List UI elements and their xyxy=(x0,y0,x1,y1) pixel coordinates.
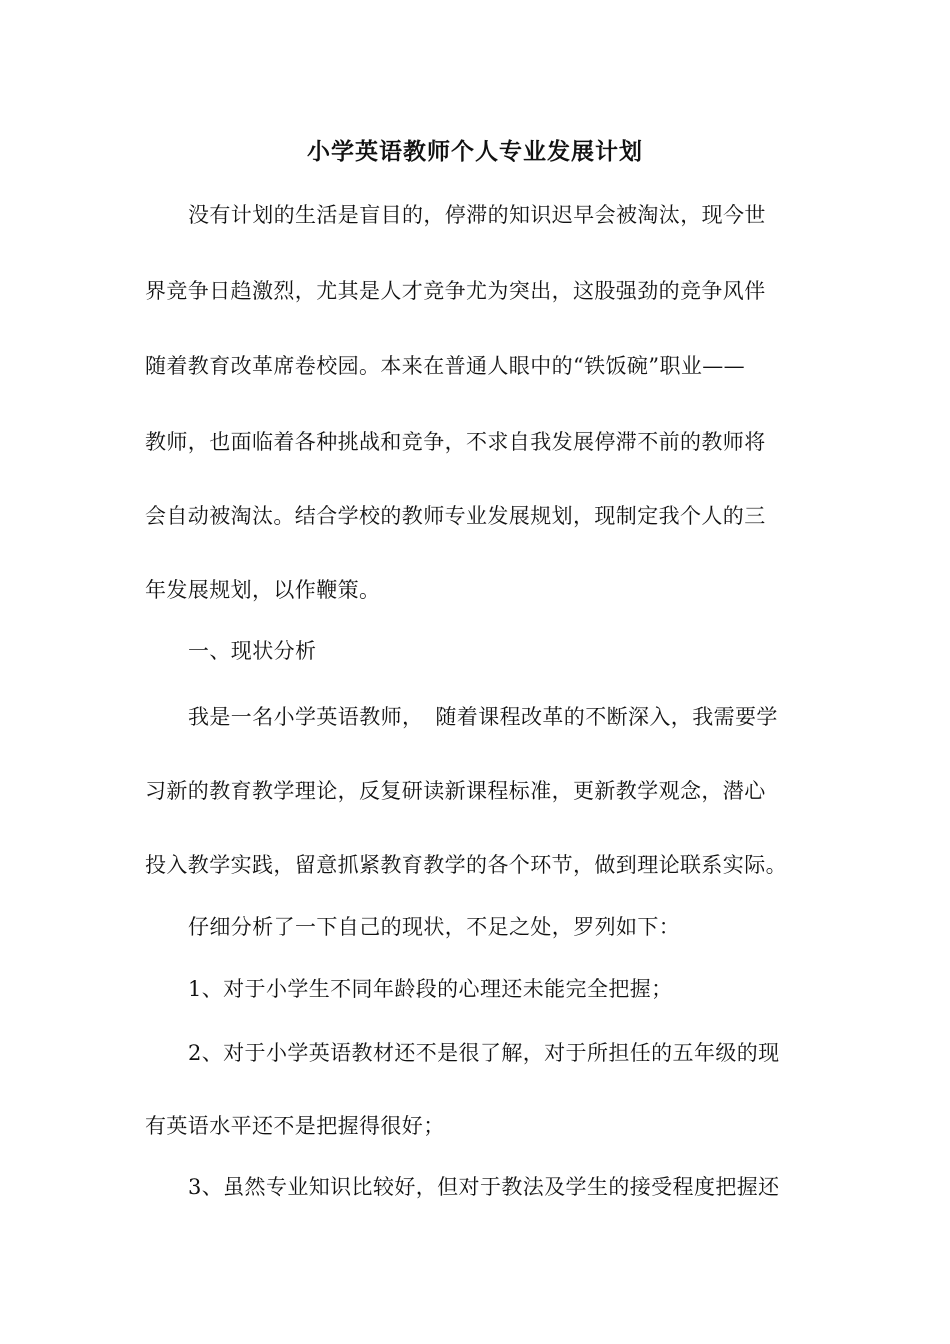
paragraph-line: 随着教育改革席卷校园。本来在普通人眼中的“铁饭碗”职业—— xyxy=(145,354,746,378)
paragraph-line: 会自动被淘汰。结合学校的教师专业发展规划，现制定我个人的三 xyxy=(145,504,766,528)
section-heading: 一、现状分析 xyxy=(188,639,317,663)
list-item: 2、对于小学英语教材还不是很了解，对于所担任的五年级的现 xyxy=(188,1041,780,1065)
paragraph-line: 投入教学实践，留意抓紧教育教学的各个环节，做到理论联系实际。 xyxy=(145,853,787,877)
list-item-continuation: 有英语水平还不是把握得很好； xyxy=(145,1114,445,1138)
paragraph-line: 年发展规划，以作鞭策。 xyxy=(145,578,381,602)
paragraph-line: 习新的教育教学理论，反复研读新课程标准，更新教学观念，潜心 xyxy=(145,779,766,803)
paragraph-segment: 我是一名小学英语教师， xyxy=(188,705,424,729)
paragraph-line: 没有计划的生活是盲目的，停滞的知识迟早会被淘汰，现今世 xyxy=(188,203,766,227)
list-item: 1、对于小学生不同年龄段的心理还未能完全把握； xyxy=(188,977,673,1001)
paragraph-line xyxy=(188,697,810,737)
list-item: 3、虽然专业知识比较好，但对于教法及学生的接受程度把握还 xyxy=(188,1175,780,1199)
document-title: 小学英语教师个人专业发展计划 xyxy=(307,139,643,165)
paragraph-line: 界竞争日趋激烈，尤其是人才竞争尤为突出，这股强劲的竞争风伴 xyxy=(145,279,766,303)
paragraph-line: 教师，也面临着各种挑战和竞争，不求自我发展停滞不前的教师将 xyxy=(145,430,766,454)
paragraph-line: 仔细分析了一下自己的现状，不足之处，罗列如下： xyxy=(188,915,681,939)
paragraph-segment: 随着课程改革的不断深入，我需要学 xyxy=(435,705,778,729)
